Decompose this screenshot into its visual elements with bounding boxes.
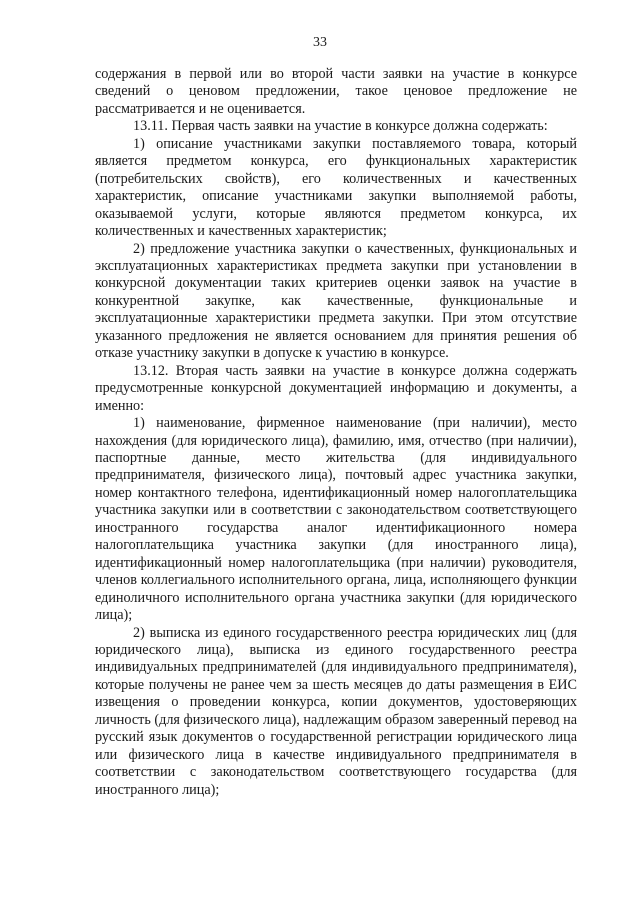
paragraph-13-12-item-2: 2) выписка из единого государственного реестра юридических лиц (для юридического лица), выписка из единого государственного реестра индивидуальных предпринимателей (для индивидуального предпринимателя), которые получены не ранее чем за шесть месяцев до даты размещения в ЕИС извещения о проведении конкурса, копии документов, удостоверяющих личность (для физического лица), надлежащим образом заверенный перевод на русский язык документов о государственной регистрации юридического лица или физического лица в качестве индивидуального предпринимателя в соответствии с законодательством соответствующего государства (для иностранного лица); bbox=[95, 624, 577, 798]
paragraph-13-11-item-1: 1) описание участниками закупки поставляемого товара, который является предметом конкурса, его функциональных характеристик (потребительских свойств), его количественных и качественных характеристик, описание участниками закупки выполняемой работы, оказываемой услуги, которые являются предметом конкурса, их количественных и качественных характеристик; bbox=[95, 135, 577, 240]
paragraph-13-12-heading: 13.12. Вторая часть заявки на участие в конкурсе должна содержать предусмотренные конкурсной документацией информацию и документы, а именно: bbox=[95, 362, 577, 414]
body-text bbox=[95, 66, 577, 799]
paragraph-continuation: содержания в первой или во второй части заявки на участие в конкурсе сведений о ценовом предложении, такое ценовое предложение не рассматривается и не оценивается. bbox=[95, 66, 577, 117]
page-number: 33 bbox=[313, 35, 327, 50]
paragraph-13-12-item-1: 1) наименование, фирменное наименование (при наличии), место нахождения (для юридического лица), фамилию, имя, отчество (при наличии), паспортные данные, место жительства (для индивидуального предпринимателя, физического лица), почтовый адрес участника закупки, номер контактного телефона, идентификационный номер налогоплательщика участника закупки или в соответствии с законодательством соответствующего иностранного государства аналог идентификационного номера налогоплательщика участника закупки (для иностранного лица), идентификационный номер налогоплательщика (при наличии) руководителя, членов коллегиального исполнительного органа, лица, исполняющего функции единоличного исполнительного органа участника закупки (для юридического лица); bbox=[95, 415, 577, 624]
paragraph-13-11-item-2: 2) предложение участника закупки о качественных, функциональных и эксплуатационных характеристиках предмета закупки при установлении в конкурсной документации таких критериев оценки заявок на участие в конкурентной закупке, как качественные, функциональные и эксплуатационные характеристики предмета закупки. При этом отсутствие указанного предложения не является основанием для принятия решения об отказе участнику закупки в допуске к участию в конкурсе. bbox=[95, 240, 577, 362]
paragraph-13-11-heading: 13.11. Первая часть заявки на участие в конкурсе должна содержать: bbox=[133, 118, 548, 135]
